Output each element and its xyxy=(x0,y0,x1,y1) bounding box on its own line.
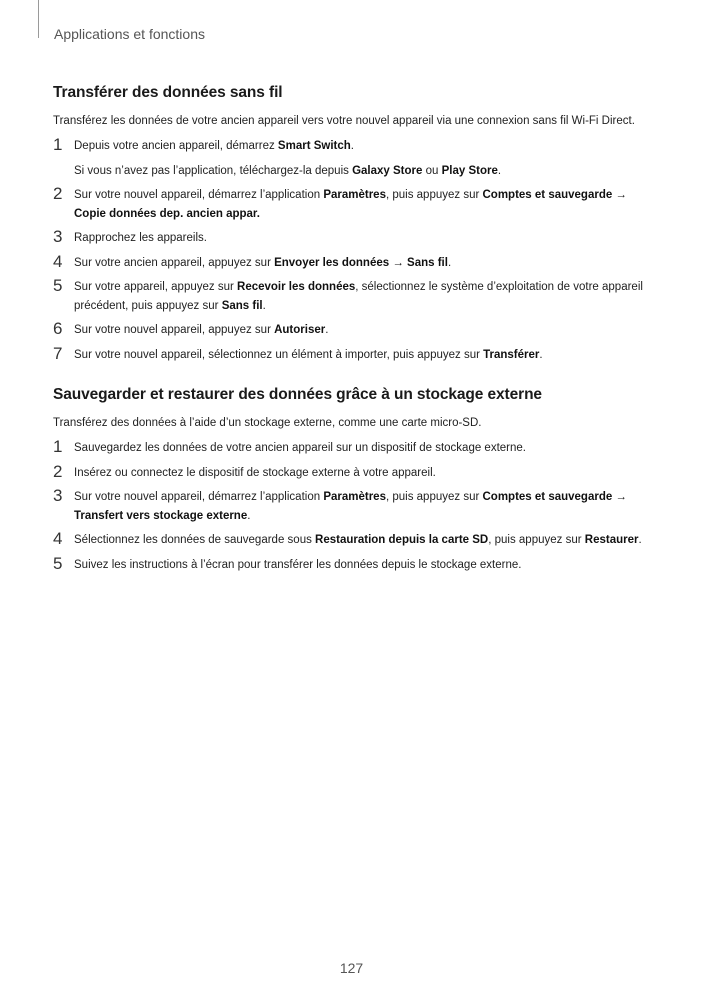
step-text: Sur votre nouvel appareil, appuyez sur xyxy=(74,324,275,336)
step-number: 1 xyxy=(53,135,63,154)
step-number: 4 xyxy=(53,529,63,548)
margin-rule xyxy=(38,0,39,38)
step-item xyxy=(53,229,648,248)
section-intro-external-storage: Transférez des données à l’aide d’un stockage externe, comme une carte micro-SD. xyxy=(53,417,482,429)
step-text: . xyxy=(262,299,266,312)
step-number: 4 xyxy=(53,251,63,271)
step-number: 7 xyxy=(53,343,63,363)
step-number: 3 xyxy=(53,227,63,246)
step-subnote xyxy=(74,162,648,181)
subnote-emphasis: Galaxy Store xyxy=(352,164,423,177)
step-text: , puis appuyez sur xyxy=(488,534,585,546)
step-item xyxy=(53,251,648,273)
step-text: Rapprochez les appareils. xyxy=(74,232,207,244)
section-title-wireless: Transférer des données sans fil xyxy=(53,84,283,101)
step-text: Sur votre nouvel appareil, sélectionnez un élément à importer, puis appuyez sur xyxy=(74,348,484,361)
step-number: 6 xyxy=(53,319,63,338)
step-text: . xyxy=(247,509,251,522)
step-text: Insérez ou connectez le dispositif de stockage externe à votre appareil. xyxy=(74,466,436,479)
step-text: Sur votre nouvel appareil, démarrez l’application xyxy=(74,189,324,201)
step-item xyxy=(53,186,648,223)
step-item xyxy=(53,137,648,180)
step-emphasis: Transférer xyxy=(483,348,540,361)
step-item xyxy=(53,278,648,315)
step-emphasis: Sans fil xyxy=(221,299,263,312)
step-text: . xyxy=(350,140,354,152)
page-header: Applications et fonctions xyxy=(54,26,205,42)
step-number: 2 xyxy=(53,184,63,203)
step-item xyxy=(53,488,648,525)
step-emphasis: Recevoir les données xyxy=(237,281,356,293)
step-emphasis: Paramètres xyxy=(323,491,386,503)
step-emphasis: Paramètres xyxy=(323,189,386,201)
section-gap xyxy=(53,370,648,386)
step-number: 5 xyxy=(53,276,63,295)
subnote-text: . xyxy=(497,164,502,177)
page-number: 127 xyxy=(339,960,364,976)
step-item xyxy=(53,553,648,575)
step-emphasis: Comptes et sauvegarde → Copie données dep. ancien appar. xyxy=(74,189,627,220)
step-text: . xyxy=(325,324,329,336)
step-number: 2 xyxy=(53,461,63,481)
step-number: 1 xyxy=(53,437,63,456)
step-text: , puis appuyez sur xyxy=(385,491,483,503)
step-number: 3 xyxy=(53,486,63,505)
step-emphasis: Comptes et sauvegarde → Transfert vers stockage externe xyxy=(74,491,627,522)
step-emphasis: Autoriser xyxy=(274,324,326,336)
section-intro-wireless: Transférez les données de votre ancien appareil vers votre nouvel appareil via une connexion sans fil Wi-Fi Direct. xyxy=(53,115,635,127)
step-text: Sur votre nouvel appareil, démarrez l’application xyxy=(74,491,324,503)
step-text: . xyxy=(447,256,452,269)
step-text: . xyxy=(539,348,543,361)
section-title-external-storage: Sauvegarder et restaurer des données grâce à un stockage externe xyxy=(53,386,542,403)
step-item xyxy=(53,461,648,483)
step-text: Sélectionnez les données de sauvegarde sous xyxy=(74,534,316,546)
subnote-emphasis: Play Store xyxy=(441,164,498,177)
page-content xyxy=(53,84,648,580)
step-item xyxy=(53,531,648,550)
step-emphasis: Restaurer xyxy=(584,534,639,546)
step-number: 5 xyxy=(53,553,63,573)
step-text: Sur votre appareil, appuyez sur xyxy=(74,281,238,293)
step-text: , puis appuyez sur xyxy=(385,189,483,201)
step-text: Suivez les instructions à l’écran pour transférer les données depuis le stockage externe. xyxy=(74,558,522,571)
step-emphasis: Smart Switch xyxy=(277,140,351,152)
step-text: , sélectionnez le système d’exploitation de votre appareil précédent, puis appuyez sur xyxy=(74,281,643,312)
step-text: . xyxy=(638,534,642,546)
subnote-text: ou xyxy=(422,164,442,177)
step-text: Sur votre ancien appareil, appuyez sur xyxy=(74,256,275,269)
step-emphasis: Restauration depuis la carte SD xyxy=(315,534,489,546)
step-emphasis: Envoyer les données → Sans fil xyxy=(274,256,448,269)
step-item xyxy=(53,343,648,365)
step-item xyxy=(53,439,648,458)
step-text: Depuis votre ancien appareil, démarrez xyxy=(74,140,278,152)
subnote-text: Si vous n’avez pas l’application, téléchargez-la depuis xyxy=(74,164,353,177)
step-text: Sauvegardez les données de votre ancien appareil sur un dispositif de stockage externe. xyxy=(74,442,526,454)
step-item xyxy=(53,321,648,340)
